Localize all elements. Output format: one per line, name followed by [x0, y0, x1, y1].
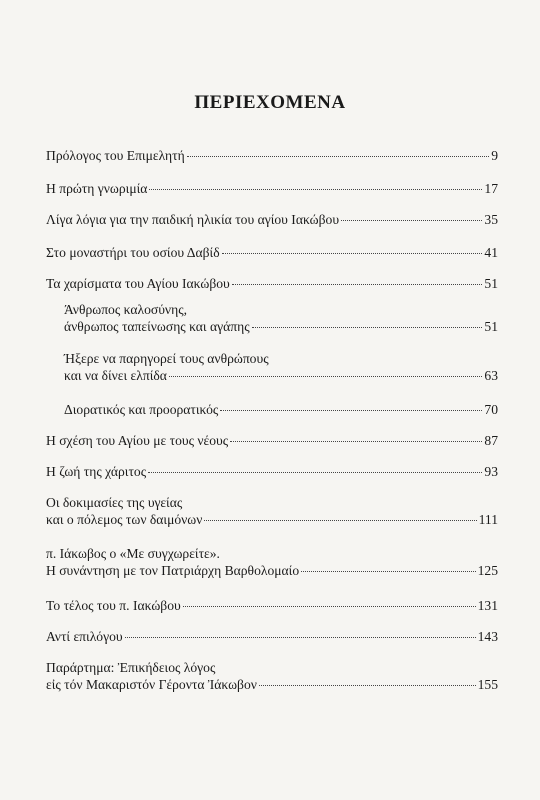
toc-entry-title: Οι δοκιμασίες της υγείας [46, 495, 183, 510]
dot-leader [204, 520, 476, 521]
toc-entry-line [64, 367, 498, 384]
toc-entry-title: Η σχέση του Αγίου με τους νέους [46, 433, 229, 448]
dot-leader [252, 327, 483, 328]
toc-entry [46, 180, 498, 197]
toc-entry-line [46, 562, 498, 579]
dot-leader [232, 284, 483, 285]
toc-entry-title: και ο πόλεμος των δαιμόνων [46, 512, 203, 527]
toc-page-number: 131 [477, 598, 498, 613]
toc-entry [46, 545, 498, 579]
toc-entry-title: εἰς τόν Μακαριστόν Γέροντα Ἰάκωβον [46, 677, 257, 692]
toc-entry-title: Η πρώτη γνωριμία [46, 181, 148, 196]
toc-entry-line [46, 432, 498, 449]
toc-entry-line [46, 244, 498, 261]
dot-leader [230, 441, 482, 442]
toc-entry-line [46, 676, 498, 693]
toc-page-number: 93 [484, 464, 498, 479]
toc-entry-line [46, 463, 498, 480]
toc-entry-title: Πρόλογος του Επιμελητή [46, 148, 185, 163]
toc-entry [46, 147, 498, 164]
toc-entry-line [46, 147, 498, 164]
toc-entry-title: Η ζωή της χάριτος [46, 464, 147, 479]
toc-page-number: 51 [484, 319, 498, 334]
toc-entry-title: και να δίνει ελπίδα [64, 368, 167, 383]
toc-entry-line [46, 659, 498, 676]
page-title: ΠΕΡΙΕΧΟΜΕΝΑ [194, 92, 346, 113]
toc-page-number: 35 [484, 212, 498, 227]
toc-entry-line [46, 275, 498, 292]
toc-entry [46, 628, 498, 645]
toc-page-number: 17 [484, 181, 498, 196]
dot-leader [169, 376, 483, 377]
dot-leader [341, 220, 482, 221]
toc-page-number: 9 [491, 148, 498, 163]
toc-entry [46, 597, 498, 614]
toc-page-number: 125 [477, 563, 498, 578]
dot-leader [149, 189, 482, 190]
toc-page-number: 41 [484, 245, 498, 260]
toc-entry-title: Στο μοναστήρι του οσίου Δαβίδ [46, 245, 220, 260]
toc-entry-line [64, 301, 498, 318]
dot-leader [301, 571, 475, 572]
toc-page-number: 70 [484, 402, 498, 417]
toc-page-number: 87 [484, 433, 498, 448]
toc-entry-title: Αντί επιλόγου [46, 629, 123, 644]
toc-entry-title: Το τέλος του π. Ιακώβου [46, 598, 181, 613]
toc-page-number: 63 [484, 368, 498, 383]
toc-entry [46, 494, 498, 528]
toc-entry [46, 401, 498, 418]
toc-page-number: 51 [484, 276, 498, 291]
toc-entry [46, 301, 498, 335]
toc-entry [46, 659, 498, 693]
toc-entry-line [64, 401, 498, 418]
toc-entry-line [64, 318, 498, 335]
toc-entry-title: Παράρτημα: Ἐπικήδειος λόγος [46, 660, 216, 675]
toc-page-number: 143 [477, 629, 498, 644]
toc-entry-line [46, 545, 498, 562]
dot-leader [222, 253, 483, 254]
toc-entry-line [46, 511, 498, 528]
toc-entry [46, 463, 498, 480]
toc-entry-title: Τα χαρίσματα του Αγίου Ιακώβου [46, 276, 230, 291]
toc-entry-line [64, 350, 498, 367]
toc-entry-line [46, 597, 498, 614]
toc-entry-line [46, 494, 498, 511]
toc-page-number: 155 [477, 677, 498, 692]
dot-leader [183, 606, 476, 607]
dot-leader [148, 472, 482, 473]
dot-leader [259, 685, 476, 686]
toc-entry-title: π. Ιάκωβος ο «Με συγχωρείτε». [46, 546, 220, 561]
toc-entry-title: Ήξερε να παρηγορεί τους ανθρώπους [64, 351, 269, 366]
toc-entry-title: Διορατικός και προορατικός [64, 402, 219, 417]
toc-entry [46, 350, 498, 384]
toc-entry-title: άνθρωπος ταπείνωσης και αγάπης [64, 319, 250, 334]
toc-entry-title: Λίγα λόγια για την παιδική ηλικία του αγίου Ιακώβου [46, 212, 340, 227]
toc-entry [46, 275, 498, 292]
toc-entry [46, 244, 498, 261]
toc-entry-title: Άνθρωπος καλοσύνης, [64, 302, 187, 317]
toc-entry [46, 211, 498, 228]
toc-entry-line [46, 211, 498, 228]
dot-leader [187, 156, 489, 157]
toc-entry-title: Η συνάντηση με τον Πατριάρχη Βαρθολομαίο [46, 563, 300, 578]
dot-leader [220, 410, 482, 411]
toc-entry-line [46, 628, 498, 645]
toc-page-number: 111 [478, 512, 498, 527]
toc-entry [46, 432, 498, 449]
toc-entry-line [46, 180, 498, 197]
dot-leader [125, 637, 476, 638]
